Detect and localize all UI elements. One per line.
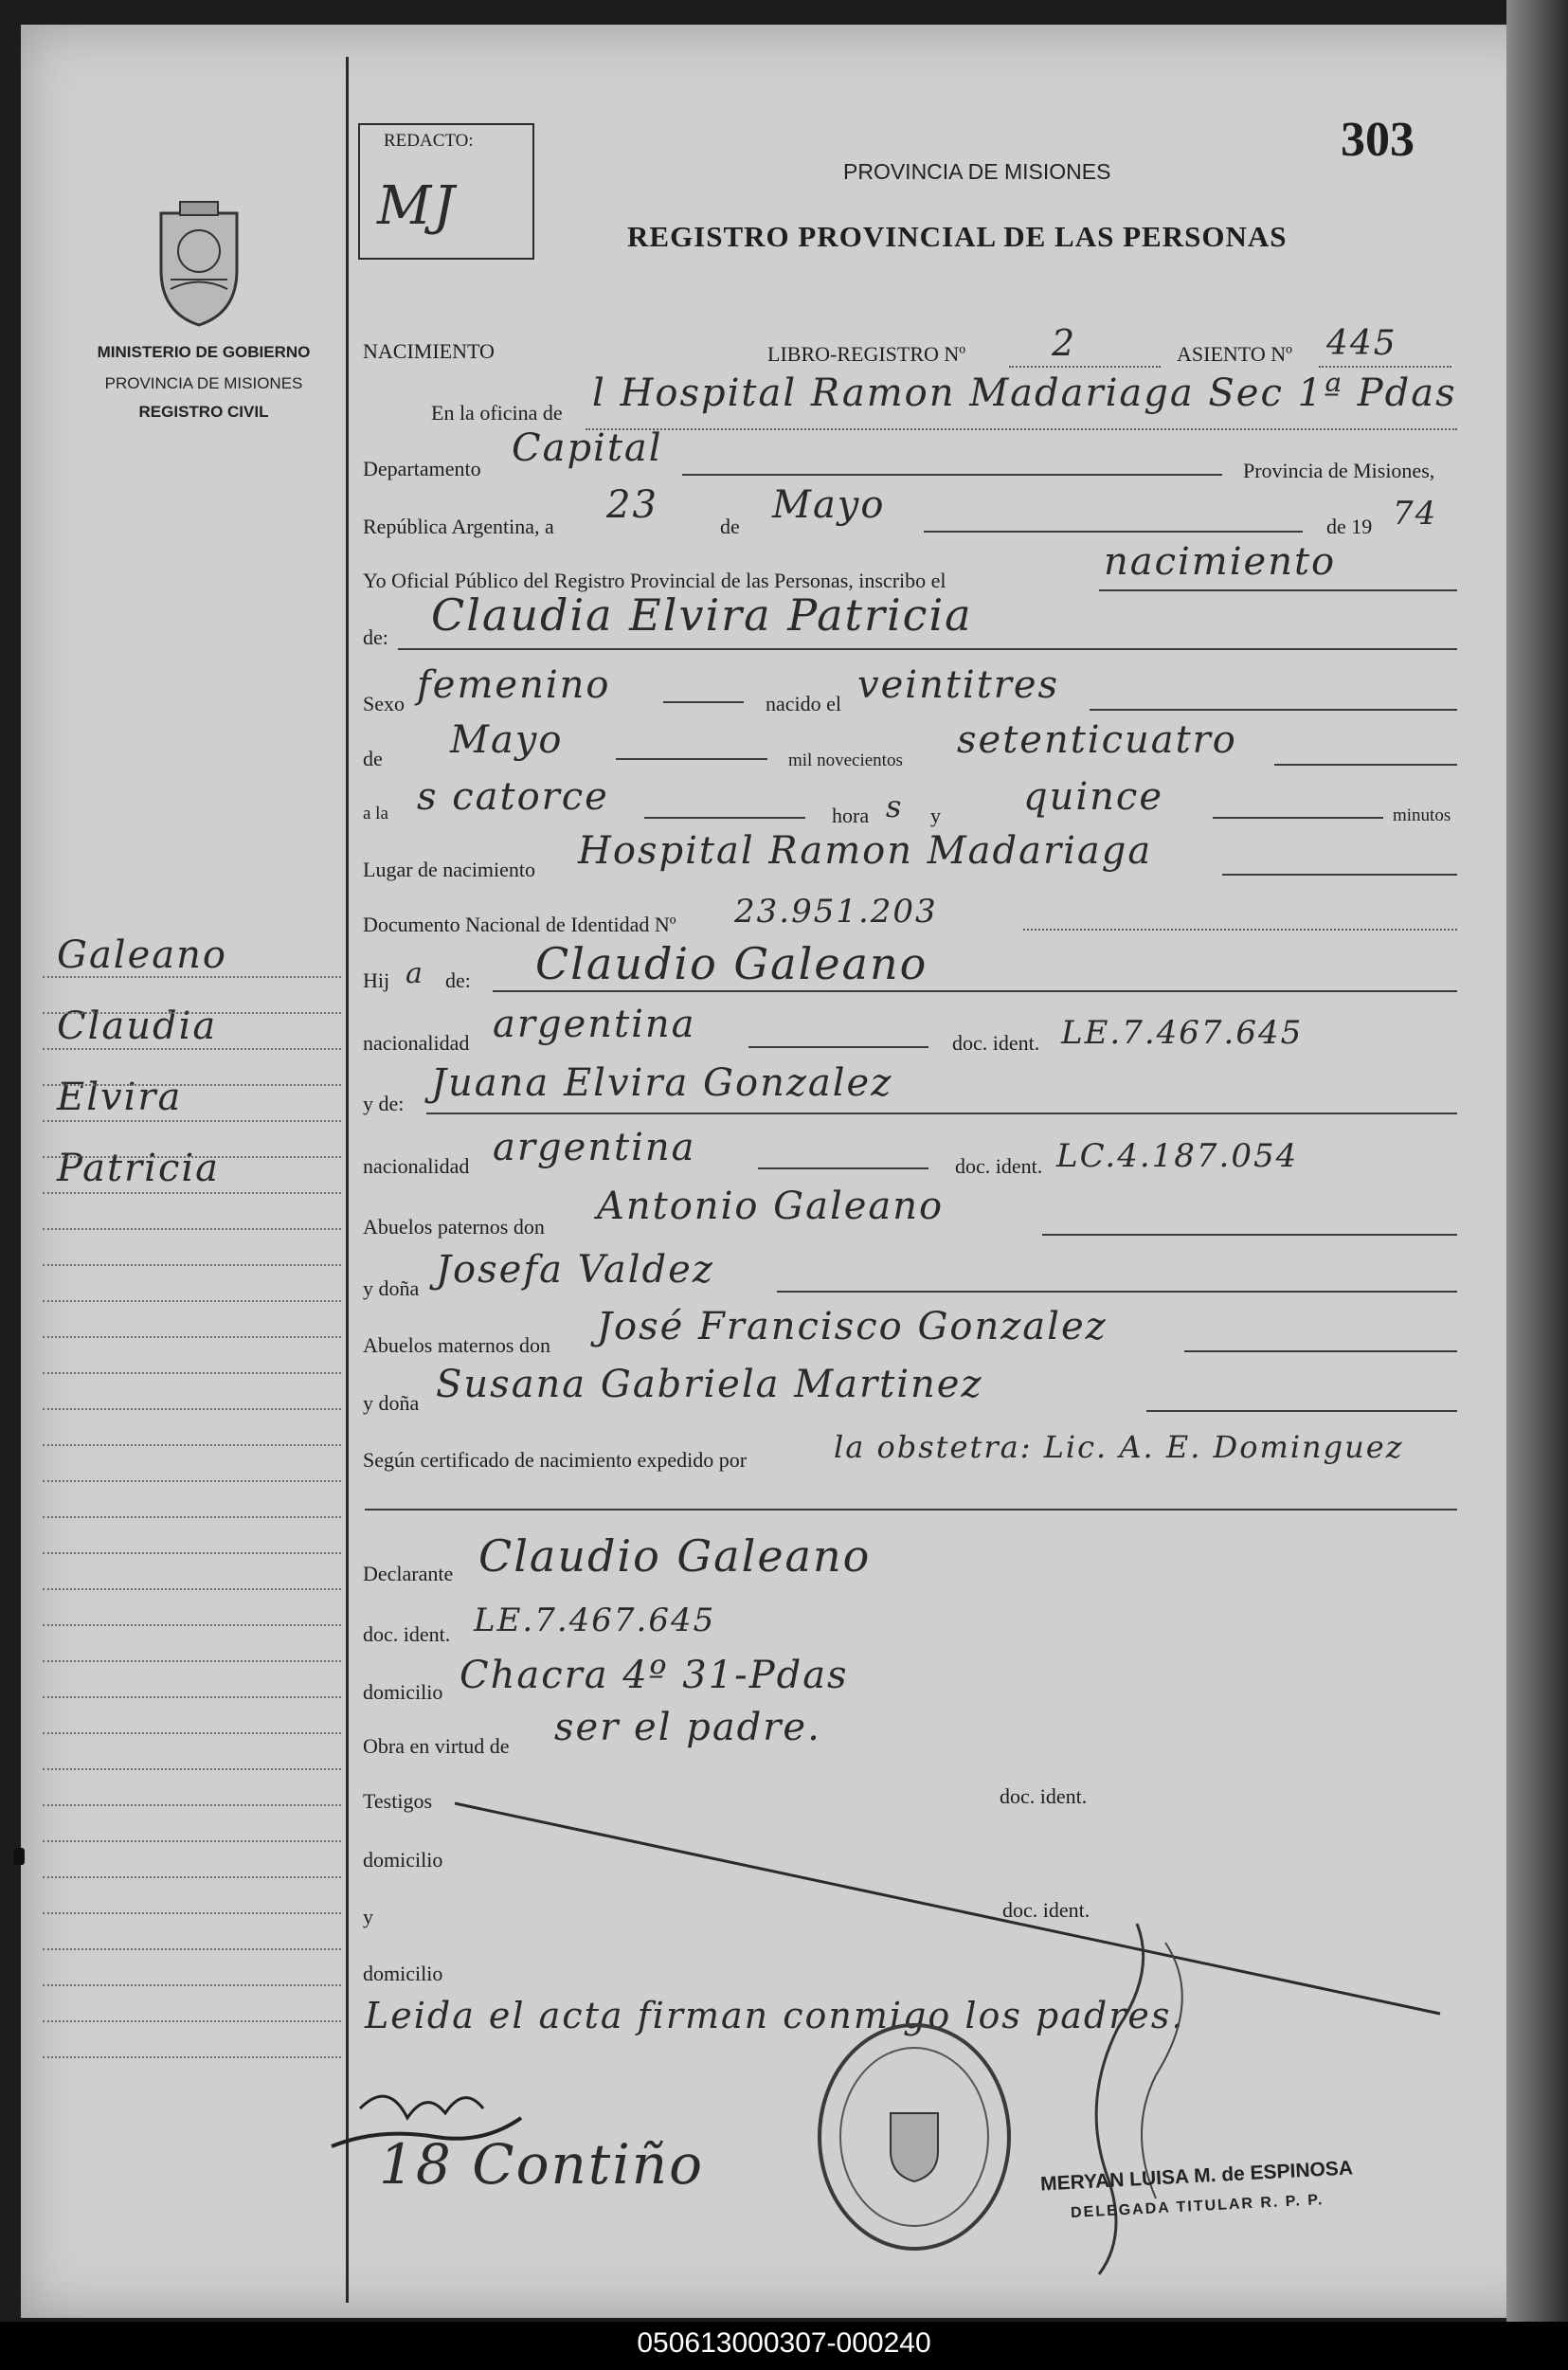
mil-line	[1274, 764, 1457, 766]
margin-note-surname: Galeano	[57, 933, 227, 977]
hora-value: s catorce	[417, 775, 609, 819]
abuelo-paterno-value: Antonio Galeano	[597, 1185, 945, 1228]
ministry-line1: MINISTERIO DE GOBIERNO	[97, 343, 311, 361]
madre-value: Juana Elvira Gonzalez	[431, 1061, 893, 1105]
margin-rule	[43, 1336, 341, 1338]
minutos-label: minutos	[1393, 805, 1451, 825]
page-number: 303	[1341, 113, 1415, 167]
signature-number: 18 Contiño	[379, 2132, 705, 2197]
mes2-value: Mayo	[450, 718, 564, 762]
margin-note-name2: Elvira	[57, 1076, 183, 1119]
margin-rule	[43, 1444, 341, 1446]
official-signature-icon	[1014, 1914, 1260, 2284]
sexo-line	[663, 701, 744, 703]
oficina-label: En la oficina de	[431, 401, 563, 425]
departamento-value: Capital	[512, 426, 663, 470]
padre-value: Claudio Galeano	[535, 938, 928, 989]
year-value: 74	[1393, 495, 1438, 533]
oficina-line	[586, 428, 1457, 430]
nac-madre-value: argentina	[493, 1126, 696, 1169]
testigos-doc-label: doc. ident.	[1000, 1784, 1088, 1808]
hijo-suffix: a	[406, 957, 424, 990]
mes-line	[924, 531, 1303, 533]
margin-rule	[43, 1372, 341, 1374]
abuelo-paterno-line	[1042, 1234, 1457, 1236]
official-name: MERYAN LUISA M. de ESPINOSA	[1039, 2157, 1354, 2196]
nacido-label: nacido el	[766, 692, 842, 715]
doc-madre-value: LC.4.187.054	[1056, 1137, 1299, 1175]
margin-rule	[43, 1696, 341, 1698]
mil-value: setenticuatro	[957, 718, 1237, 762]
yo-oficial-label: Yo Oficial Público del Registro Provincial de las Personas, inscribo el	[363, 569, 946, 592]
declarante-value: Claudio Galeano	[478, 1530, 872, 1582]
margin-rule	[43, 1840, 341, 1842]
margin-rule	[43, 1012, 341, 1014]
margin-divider	[346, 57, 349, 2303]
margin-rule	[43, 1552, 341, 1554]
republica-label: República Argentina, a	[363, 515, 554, 538]
y-dona-paterna-label: y doña	[363, 1276, 420, 1300]
libro-label: LIBRO-REGISTRO Nº	[767, 342, 966, 366]
footer-image-id: 050613000307-000240	[637, 2327, 931, 2359]
sexo-label: Sexo	[363, 692, 405, 715]
asiento-value: 445	[1326, 324, 1397, 363]
margin-rule	[43, 976, 341, 978]
binding-hole	[13, 1848, 25, 1865]
de-year-label: de 19	[1326, 515, 1373, 538]
margin-rule	[43, 1084, 341, 1086]
margin-rule	[43, 1624, 341, 1626]
abuela-paterna-value: Josefa Valdez	[436, 1248, 714, 1292]
margin-note-name3: Patricia	[57, 1147, 220, 1190]
hora-line	[644, 817, 805, 819]
margin-rule	[43, 1300, 341, 1302]
abuelo-materno-line	[1184, 1350, 1457, 1352]
nacido-line	[1090, 709, 1457, 711]
nacido-value: veintitres	[857, 663, 1060, 707]
official-stamp	[810, 2018, 1018, 2260]
y-label: y	[930, 804, 941, 827]
header-registry: REGISTRO PROVINCIAL DE LAS PERSONAS	[627, 220, 1288, 253]
domicilio-label: domicilio	[363, 1680, 443, 1704]
y-de-label: y de:	[363, 1092, 405, 1115]
ministry-line3: REGISTRO CIVIL	[138, 403, 269, 421]
certificado-value: la obstetra: Lic. A. E. Dominguez	[834, 1429, 1404, 1465]
dia-value: 23	[606, 483, 658, 527]
nac-padre-line	[748, 1046, 928, 1048]
asiento-label: ASIENTO Nº	[1177, 342, 1292, 366]
libro-value: 2	[1052, 322, 1077, 364]
nombre-value: Claudia Elvira Patricia	[431, 589, 973, 641]
nombre-line	[398, 648, 1457, 650]
official-title: DELEGADA TITULAR R. P. P.	[1070, 2192, 1325, 2221]
margin-rule	[43, 1660, 341, 1662]
coat-of-arms-icon	[142, 194, 256, 332]
margin-rule	[43, 1876, 341, 1878]
abuelo-materno-value: José Francisco Gonzalez	[597, 1305, 1108, 1348]
margin-rule	[43, 1984, 341, 1986]
obra-value: ser el padre.	[554, 1706, 821, 1749]
margin-rule	[43, 1732, 341, 1734]
libro-line	[1009, 366, 1161, 368]
nac-padre-value: argentina	[493, 1003, 696, 1046]
declarante-label: Declarante	[363, 1562, 454, 1585]
abuelos-paternos-label: Abuelos paternos don	[363, 1215, 545, 1239]
margin-rule	[43, 1048, 341, 1050]
abuela-materna-line	[1146, 1410, 1457, 1412]
strike-line	[445, 1796, 1469, 2023]
abuela-materna-value: Susana Gabriela Martinez	[436, 1363, 983, 1406]
inscribo-line	[1099, 589, 1457, 591]
margin-rule	[43, 1516, 341, 1518]
doc-padre-label: doc. ident.	[952, 1031, 1040, 1055]
margin-rule	[43, 1156, 341, 1158]
sexo-value: femenino	[417, 663, 611, 707]
ministry-line2: PROVINCIA DE MISIONES	[104, 374, 303, 392]
redacto-initials: MJ	[377, 175, 457, 237]
abuelos-maternos-label: Abuelos maternos don	[363, 1333, 550, 1357]
declarante-doc-value: LE.7.467.645	[474, 1601, 716, 1639]
margin-rule	[43, 1912, 341, 1914]
y-dona-materna-label: y doña	[363, 1391, 420, 1415]
margin-rule	[43, 1480, 341, 1482]
margin-rule	[43, 2020, 341, 2022]
leida-value: Leida el acta firman conmigo los padres.	[365, 1995, 1185, 2036]
de-mes-label: de	[363, 747, 383, 770]
mes2-line	[616, 758, 767, 760]
margin-rule	[43, 2056, 341, 2058]
a-la-label: a la	[363, 804, 388, 823]
record-type-label: NACIMIENTO	[363, 339, 495, 363]
margin-rule	[43, 1948, 341, 1950]
obra-label: Obra en virtud de	[363, 1734, 510, 1758]
de-nombre-label: de:	[363, 625, 388, 649]
margin-rule	[43, 1408, 341, 1410]
nac-madre-line	[758, 1167, 928, 1169]
margin-rule	[43, 1192, 341, 1194]
testigo-domicilio-label: domicilio	[363, 1848, 443, 1872]
certificado-line-2	[365, 1509, 1457, 1511]
testigo2-domicilio-label: domicilio	[363, 1962, 443, 1985]
dni-value: 23.951.203	[734, 893, 938, 931]
domicilio-value: Chacra 4º 31-Pdas	[460, 1654, 849, 1697]
minutos-value: quince	[1023, 775, 1163, 819]
horas-label: hora	[832, 804, 870, 827]
dni-label: Documento Nacional de Identidad Nº	[363, 913, 676, 936]
margin-rule	[43, 1804, 341, 1806]
margin-rule	[43, 1768, 341, 1770]
testigo-y-label: y	[363, 1905, 373, 1928]
margin-rule	[43, 1264, 341, 1266]
horas-suffix: s	[886, 788, 904, 824]
testigos-label: Testigos	[363, 1789, 433, 1813]
doc-padre-value: LE.7.467.645	[1061, 1014, 1304, 1052]
hijo-de-label: de:	[445, 968, 471, 992]
lugar-value: Hospital Ramon Madariaga	[578, 829, 1153, 873]
minutos-line	[1213, 817, 1383, 819]
doc-madre-label: doc. ident.	[955, 1154, 1043, 1178]
de-label: de	[720, 515, 740, 538]
lugar-line	[1222, 874, 1457, 876]
margin-rule	[43, 1588, 341, 1590]
certificado-label: Según certificado de nacimiento expedido por	[363, 1448, 748, 1472]
provincia-label: Provincia de Misiones,	[1243, 459, 1435, 482]
departamento-label: Departamento	[363, 457, 481, 480]
abuela-paterna-line	[777, 1291, 1457, 1293]
redacto-label: REDACTO:	[384, 131, 474, 151]
madre-line	[426, 1113, 1457, 1114]
oficina-value: l Hospital Ramon Madariaga Sec 1ª Pdas	[592, 371, 1457, 415]
nacionalidad-padre-label: nacionalidad	[363, 1031, 470, 1055]
asiento-line	[1319, 366, 1451, 368]
padre-line	[493, 990, 1457, 992]
margin-rule	[43, 1120, 341, 1122]
mes-value: Mayo	[772, 483, 886, 527]
dni-line	[1023, 929, 1457, 931]
nacionalidad-madre-label: nacionalidad	[363, 1154, 470, 1178]
mil-label: mil novecientos	[788, 751, 903, 770]
book-spine-shadow	[1506, 0, 1568, 2331]
header-province: PROVINCIA DE MISIONES	[843, 159, 1111, 184]
inscribo-value: nacimiento	[1104, 540, 1337, 584]
margin-note-name1: Claudia	[57, 1004, 218, 1048]
departamento-line	[682, 474, 1222, 476]
margin-rule	[43, 1228, 341, 1230]
lugar-label: Lugar de nacimiento	[363, 858, 536, 881]
hijo-label: Hij	[363, 968, 390, 992]
testigo2-doc-label: doc. ident.	[1002, 1898, 1090, 1922]
declarante-doc-label: doc. ident.	[363, 1622, 451, 1646]
